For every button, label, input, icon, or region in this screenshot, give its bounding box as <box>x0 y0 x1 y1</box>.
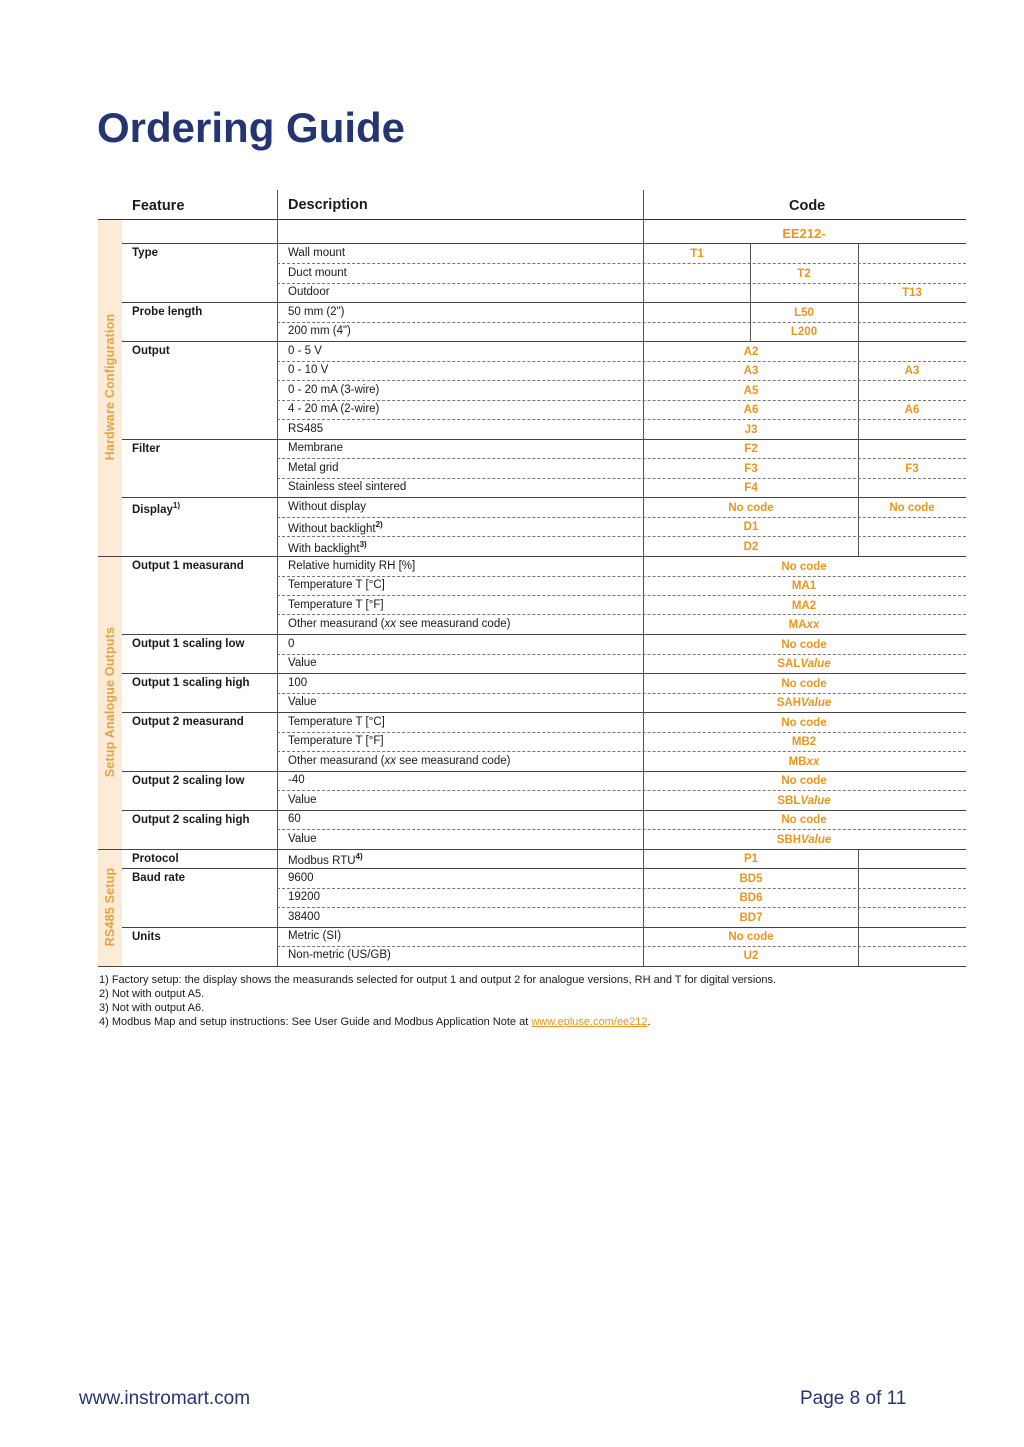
row-rule <box>122 243 966 244</box>
section-label-analogue: Setup Analogue Outputs <box>103 626 117 778</box>
code-no-code: No code <box>728 502 774 514</box>
row-rule <box>277 576 966 577</box>
code-ma2: MA2 <box>791 600 817 612</box>
code-mbxx <box>789 756 820 768</box>
feature-probe-length: Probe length <box>132 306 203 318</box>
row-rule <box>122 927 966 928</box>
section-label-rs485: RS485 Setup <box>103 867 117 947</box>
desc-temp-f: Temperature T [°F] <box>288 599 384 611</box>
code-no-code: No code <box>889 502 935 514</box>
footnote-ref: 4) <box>355 852 363 861</box>
code-ma1: MA1 <box>791 580 817 592</box>
code-no-code: No code <box>781 561 827 573</box>
desc-0-5v: 0 - 5 V <box>288 345 322 357</box>
row-rule <box>277 400 966 401</box>
desc-scaling-low-1: 0 <box>288 638 295 650</box>
code-part-italic: xx <box>806 619 820 631</box>
row-rule <box>277 419 966 420</box>
feature-units: Units <box>132 931 161 943</box>
code-no-code: No code <box>728 931 774 943</box>
header-divider <box>643 190 644 219</box>
epluse-link[interactable]: www.epluse.com/ee212 <box>531 1016 648 1028</box>
row-rule <box>122 497 966 498</box>
code-no-code: No code <box>781 814 827 826</box>
feature-output2-scaling-low: Output 2 scaling low <box>132 775 245 787</box>
header-rule <box>98 219 966 220</box>
section-band-rs485 <box>98 850 122 966</box>
row-rule <box>277 458 966 459</box>
desc-other-part: Other measurand ( <box>288 618 385 630</box>
code-salvalue <box>777 658 830 670</box>
code-l200: L200 <box>790 326 818 338</box>
code-f4: F4 <box>744 482 758 494</box>
desc-value: Value <box>288 833 317 845</box>
code-a3: A3 <box>904 365 920 377</box>
desc-with-backlight <box>288 540 367 555</box>
feature-output2-measurand: Output 2 measurand <box>132 716 244 728</box>
feature-display-label: Display <box>132 503 173 516</box>
footnote-1: 1) Factory setup: the display shows the measurands selected for output 1 and output 2 for analogue versions, RH and T for digital versions. <box>99 974 777 986</box>
desc-without-backlight-label: Without backlight <box>288 522 376 535</box>
section-band-analogue <box>98 557 122 849</box>
desc-stainless: Stainless steel sintered <box>288 481 407 493</box>
desc-non-metric: Non-metric (US/GB) <box>288 949 391 961</box>
row-rule <box>277 283 966 284</box>
feature-header: Feature <box>132 198 185 214</box>
code-no-code: No code <box>781 717 827 729</box>
desc-temp-f-2: Temperature T [°F] <box>288 735 384 747</box>
row-rule <box>277 790 966 791</box>
footnotes <box>99 973 776 1029</box>
row-rule <box>122 712 966 713</box>
row-rule <box>122 634 966 635</box>
code-part-italic: Value <box>800 658 831 670</box>
row-rule <box>277 517 966 518</box>
page-title: Ordering Guide <box>97 104 406 151</box>
desc-wall-mount: Wall mount <box>288 247 346 259</box>
feature-display <box>132 501 180 516</box>
footnote-4-text: 4) Modbus Map and setup instructions: See User Guide and Modbus Application Note at <box>99 1016 532 1028</box>
code-f2: F2 <box>744 443 758 455</box>
code-bd7: BD7 <box>739 912 763 924</box>
row-rule <box>277 732 966 733</box>
desc-0-10v: 0 - 10 V <box>288 364 329 376</box>
footnote-4 <box>99 1015 776 1029</box>
desc-without-backlight <box>288 520 383 535</box>
row-rule <box>277 536 966 537</box>
row-rule <box>277 946 966 947</box>
code-part-italic: Value <box>801 697 832 709</box>
code-f3: F3 <box>905 463 919 475</box>
description-header: Description <box>288 197 368 213</box>
desc-other-measurand-2 <box>288 755 510 767</box>
row-rule <box>277 907 966 908</box>
section-rule <box>98 556 966 557</box>
feature-output2-scaling-high: Output 2 scaling high <box>132 814 250 826</box>
desc-other-xx: xx <box>384 618 397 630</box>
code-a3: A3 <box>743 365 759 377</box>
row-rule <box>277 380 966 381</box>
code-part: SBH <box>776 834 802 846</box>
row-rule <box>122 868 966 869</box>
code-mb2: MB2 <box>791 736 817 748</box>
desc-baud-38400: 38400 <box>288 911 320 923</box>
section-label-hardware: Hardware Configuration <box>103 313 117 461</box>
row-rule <box>277 888 966 889</box>
row-rule <box>277 478 966 479</box>
desc-metric: Metric (SI) <box>288 930 342 942</box>
row-rule <box>122 771 966 772</box>
code-no-code: No code <box>781 639 827 651</box>
footnote-ref: 1) <box>172 501 181 510</box>
row-rule <box>277 595 966 596</box>
row-rule <box>122 341 966 342</box>
footnote-2: 2) Not with output A5. <box>99 988 205 1000</box>
code-part-italic: Value <box>801 834 832 846</box>
desc-other-part: Other measurand ( <box>288 755 385 767</box>
desc-other-measurand-1 <box>288 618 510 630</box>
desc-4-20ma: 4 - 20 mA (2-wire) <box>288 403 380 415</box>
footer-page-number: Page 8 of 11 <box>800 1388 907 1409</box>
row-rule <box>277 614 966 615</box>
code-part: MA <box>788 619 807 631</box>
grid-line <box>277 220 278 966</box>
row-rule <box>122 302 966 303</box>
desc-membrane: Membrane <box>288 442 343 454</box>
desc-baud-9600: 9600 <box>288 872 314 884</box>
table-bottom-rule <box>98 966 966 967</box>
feature-output1-scaling-high: Output 1 scaling high <box>132 677 250 689</box>
code-t1: T1 <box>690 248 704 260</box>
header-divider <box>277 190 278 219</box>
row-rule <box>277 829 966 830</box>
code-bd5: BD5 <box>739 873 763 885</box>
feature-type: Type <box>132 247 158 259</box>
code-a2: A2 <box>743 346 759 358</box>
desc-baud-19200: 19200 <box>288 891 320 903</box>
model-code: EE212- <box>782 226 826 241</box>
code-a6: A6 <box>904 404 920 416</box>
desc-probe-200: 200 mm (4") <box>288 325 351 337</box>
section-band-hardware <box>98 220 122 556</box>
row-rule <box>122 673 966 674</box>
code-bd6: BD6 <box>739 892 763 904</box>
section-rule <box>98 849 966 850</box>
row-rule <box>277 654 966 655</box>
footnote-ref: 3) <box>359 540 367 549</box>
feature-baud-rate: Baud rate <box>132 872 186 884</box>
code-no-code: No code <box>781 775 827 787</box>
code-sblvalue <box>777 795 830 807</box>
code-sbhvalue <box>777 834 832 846</box>
desc-duct-mount: Duct mount <box>288 267 347 279</box>
code-f3: F3 <box>744 463 758 475</box>
desc-without-display: Without display <box>288 501 366 513</box>
desc-with-backlight-label: With backlight <box>288 542 360 555</box>
code-part: MB <box>788 756 807 768</box>
desc-metal-grid: Metal grid <box>288 462 339 474</box>
desc-probe-50: 50 mm (2") <box>288 306 345 318</box>
desc-modbus <box>288 852 363 867</box>
desc-other-part: see measurand code) <box>396 618 511 630</box>
desc-value: Value <box>288 794 317 806</box>
code-part: SAH <box>776 697 802 709</box>
feature-protocol: Protocol <box>132 853 179 865</box>
feature-output1-scaling-low: Output 1 scaling low <box>132 638 245 650</box>
code-u2: U2 <box>743 950 759 962</box>
desc-other-part: see measurand code) <box>396 755 511 767</box>
feature-output: Output <box>132 345 170 357</box>
footnote-ref: 2) <box>375 520 383 529</box>
code-j3: J3 <box>744 424 758 436</box>
desc-outdoor: Outdoor <box>288 286 330 298</box>
feature-output1-measurand: Output 1 measurand <box>132 560 244 572</box>
footer-website[interactable]: www.instromart.com <box>79 1388 251 1409</box>
desc-scaling-high-1: 100 <box>288 677 308 689</box>
code-header: Code <box>789 198 826 214</box>
code-part-italic: Value <box>800 795 831 807</box>
code-a6: A6 <box>743 404 759 416</box>
desc-rs485: RS485 <box>288 423 324 435</box>
desc-modbus-label: Modbus RTU <box>288 854 356 867</box>
desc-value: Value <box>288 657 317 669</box>
feature-filter: Filter <box>132 443 161 455</box>
code-d1: D1 <box>743 521 759 533</box>
row-rule <box>122 439 966 440</box>
code-sahvalue <box>777 697 832 709</box>
desc-scaling-high-2: 60 <box>288 813 301 825</box>
code-part: SAL <box>777 658 801 670</box>
desc-value: Value <box>288 696 317 708</box>
code-a5: A5 <box>743 385 759 397</box>
code-no-code: No code <box>781 678 827 690</box>
code-d2: D2 <box>743 541 759 553</box>
desc-scaling-low-2: -40 <box>288 774 305 786</box>
grid-line <box>643 220 644 966</box>
row-rule <box>277 322 966 323</box>
row-rule <box>277 693 966 694</box>
row-rule <box>277 361 966 362</box>
row-rule <box>122 810 966 811</box>
code-p1: P1 <box>743 853 759 865</box>
code-t2: T2 <box>797 268 811 280</box>
desc-rh: Relative humidity RH [%] <box>288 560 416 572</box>
desc-other-xx: xx <box>384 755 397 767</box>
code-maxx <box>789 619 820 631</box>
row-rule <box>277 751 966 752</box>
desc-temp-c-2: Temperature T [°C] <box>288 716 385 728</box>
row-rule <box>277 263 966 264</box>
code-t13: T13 <box>902 287 922 299</box>
footnote-3: 3) Not with output A6. <box>99 1002 205 1014</box>
footnote-4-period: . <box>647 1016 651 1028</box>
desc-temp-c: Temperature T [°C] <box>288 579 385 591</box>
grid-line <box>750 244 751 342</box>
desc-0-20ma: 0 - 20 mA (3-wire) <box>288 384 380 396</box>
code-part-italic: xx <box>806 756 820 768</box>
code-part: SBL <box>777 795 801 807</box>
code-l50: L50 <box>794 307 814 319</box>
